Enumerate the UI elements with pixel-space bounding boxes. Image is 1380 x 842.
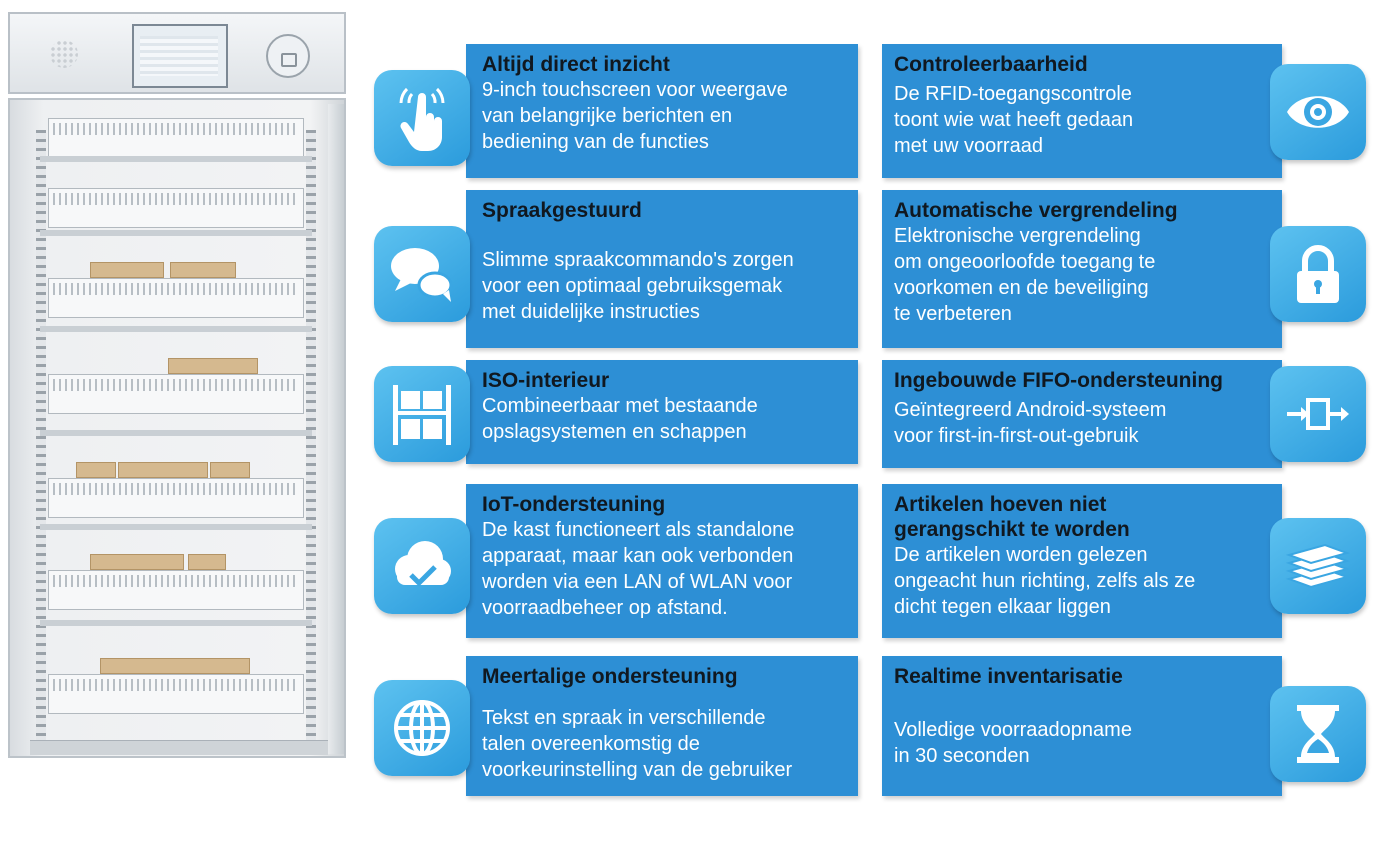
feature-line: Volledige voorraadopname — [894, 719, 1132, 741]
speaker-grille — [50, 40, 78, 68]
feature-line: om ongeoorloofde toegang te — [894, 251, 1156, 273]
feature-line: toont wie wat heeft gedaan — [894, 109, 1134, 131]
feature-title: Controleerbaarheid — [894, 53, 1088, 76]
parcel — [170, 262, 236, 278]
hourglass-icon — [1270, 686, 1366, 782]
feature-line: De kast functioneert als standalone — [482, 519, 795, 541]
parcel — [188, 554, 226, 570]
unlock-icon — [266, 34, 310, 78]
feature-title: Spraakgestuurd — [482, 199, 642, 222]
feature-title: Ingebouwde FIFO-ondersteuning — [894, 369, 1223, 392]
feature-card-orientation — [882, 484, 1282, 638]
feature-card-realtime — [882, 656, 1282, 796]
feature-line: te verbeteren — [894, 303, 1012, 325]
fifo-arrows-icon — [1270, 366, 1366, 462]
feature-card-languages — [466, 656, 858, 796]
feature-line: bediening van de functies — [482, 131, 709, 153]
cabinet-top-panel — [8, 12, 346, 94]
feature-card-voice — [466, 190, 858, 348]
parcel — [168, 358, 258, 374]
feature-line: Tekst en spraak in verschillende — [482, 707, 766, 729]
globe-icon — [374, 680, 470, 776]
feature-card-fifo — [882, 360, 1282, 468]
feature-line: voor een optimaal gebruiksgemak — [482, 275, 783, 297]
feature-line: in 30 seconden — [894, 745, 1030, 767]
feature-line: De artikelen worden gelezen — [894, 544, 1148, 566]
tray — [48, 278, 304, 318]
feature-title: Artikelen hoeven niet — [894, 493, 1107, 516]
feature-line: Slimme spraakcommando's zorgen — [482, 249, 794, 271]
tray — [48, 478, 304, 518]
feature-card-iso — [466, 360, 858, 464]
feature-line: Geïntegreerd Android-systeem — [894, 399, 1167, 421]
shelf — [40, 524, 312, 530]
shelf — [40, 230, 312, 236]
feature-line: voorkomen en de beveiliging — [894, 277, 1149, 299]
shelf — [40, 326, 312, 332]
cabinet-image — [6, 12, 348, 782]
shelf — [40, 430, 312, 436]
parcel — [76, 462, 116, 478]
cabinet-base — [30, 740, 328, 755]
feature-card-insight — [466, 44, 858, 178]
parcel — [100, 658, 250, 674]
feature-title: ISO-interieur — [482, 369, 610, 392]
cabinet-body — [8, 98, 346, 758]
cloud-check-icon — [374, 518, 470, 614]
feature-title: Altijd direct inzicht — [482, 53, 670, 76]
feature-card-audit — [882, 44, 1282, 178]
feature-line: Elektronische vergrendeling — [894, 225, 1141, 247]
feature-title: Automatische vergrendeling — [894, 199, 1178, 222]
feature-line: voorkeurinstelling van de gebruiker — [482, 759, 793, 781]
shelving-icon — [374, 366, 470, 462]
feature-line: van belangrijke berichten en — [482, 105, 733, 127]
feature-title: IoT-ondersteuning — [482, 493, 666, 516]
feature-line: met duidelijke instructies — [482, 301, 700, 323]
tray — [48, 570, 304, 610]
cabinet-touchscreen — [132, 24, 228, 88]
feature-line: voor first-in-first-out-gebruik — [894, 425, 1139, 447]
parcel — [90, 554, 184, 570]
feature-card-iot — [466, 484, 858, 638]
padlock-icon — [1270, 226, 1366, 322]
stacked-sheets-icon — [1270, 518, 1366, 614]
feature-line: voorraadbeheer op afstand. — [482, 597, 728, 619]
feature-line: opslagsystemen en schappen — [482, 421, 747, 443]
touch-icon — [374, 70, 470, 166]
feature-line: 9-inch touchscreen voor weergave — [482, 79, 788, 101]
eye-icon — [1270, 64, 1366, 160]
feature-line: met uw voorraad — [894, 135, 1043, 157]
tray — [48, 118, 304, 158]
speech-bubbles-icon — [374, 226, 470, 322]
tray — [48, 674, 304, 714]
tray — [48, 188, 304, 228]
feature-line: ongeacht hun richting, zelfs als ze — [894, 570, 1196, 592]
parcel — [210, 462, 250, 478]
shelf — [40, 620, 312, 626]
feature-line: dicht tegen elkaar liggen — [894, 596, 1111, 618]
feature-title: gerangschikt te worden — [894, 518, 1130, 541]
feature-line: Combineerbaar met bestaande — [482, 395, 758, 417]
feature-title: Meertalige ondersteuning — [482, 665, 738, 688]
feature-line: talen overeenkomstig de — [482, 733, 700, 755]
feature-line: De RFID-toegangscontrole — [894, 83, 1132, 105]
tray — [48, 374, 304, 414]
feature-line: worden via een LAN of WLAN voor — [482, 571, 793, 593]
shelf — [40, 156, 312, 162]
parcel — [90, 262, 164, 278]
cabinet-door-edge — [328, 104, 344, 754]
parcel — [118, 462, 208, 478]
feature-title: Realtime inventarisatie — [894, 665, 1123, 688]
feature-line: apparaat, maar kan ook verbonden — [482, 545, 794, 567]
feature-card-locking — [882, 190, 1282, 348]
